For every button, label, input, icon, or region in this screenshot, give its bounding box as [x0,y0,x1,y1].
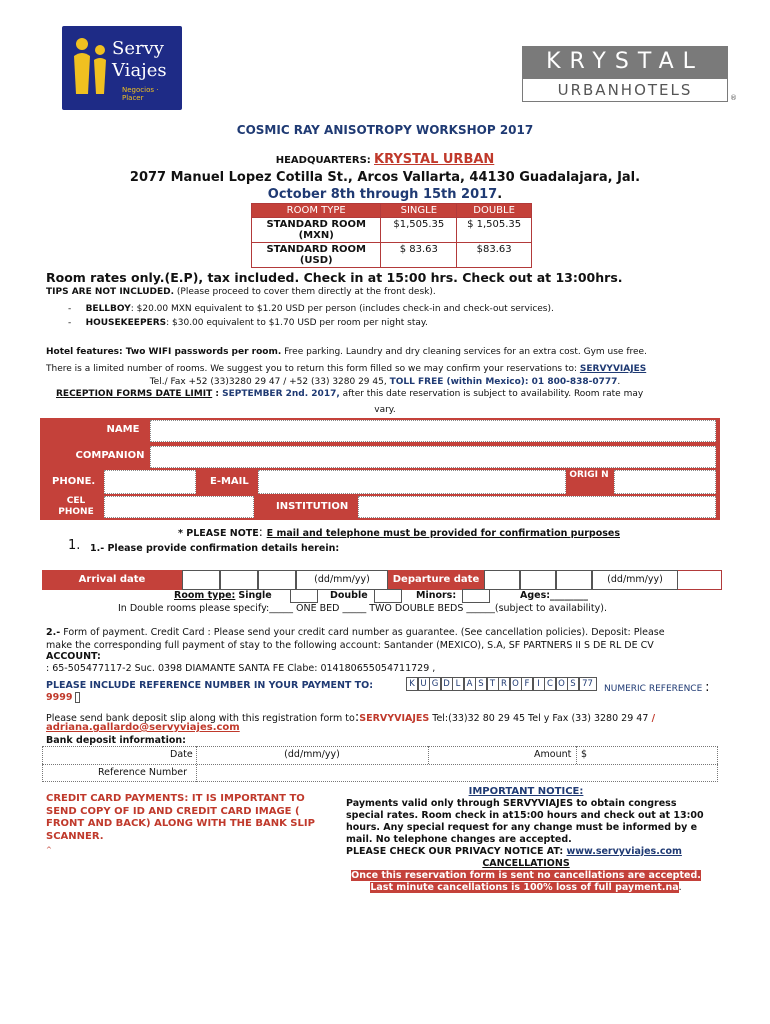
krystal-urban-logo [522,46,728,102]
privacy-line [346,846,706,858]
servy-logo-line1: Servy [112,38,164,59]
phone-label: PHONE. [52,476,102,490]
table-cell: STANDARD ROOM (MXN) [252,218,381,243]
account-number: : 65-505477117-2 Suc. 0398 DIAMANTE SANTA FE Clabe: 014180655054711729 [46,663,430,674]
servy-logo-line2: Viajes [112,60,167,81]
cancellations-block [346,870,706,894]
reference-letter-box: R [498,677,510,691]
housekeepers-label: HOUSEKEEPERS [85,318,167,328]
cancellations-text: Once this reservation form is sent no cancellations are accepted. Last minute cancellations is 100% loss of full payment.na [351,870,701,893]
room-type-line [174,590,272,601]
bank-table-divider [576,746,577,764]
companion-label: COMPANION [70,450,150,464]
reference-letter-box: K [406,677,418,691]
reference-letter-box: L [452,677,464,691]
table-row [252,243,532,268]
hq-name: KRYSTAL URBAN [374,152,495,167]
origin-label: ORIGI N [566,470,612,494]
headquarters-line [0,152,770,167]
phone-input[interactable] [104,470,196,494]
features-bold: Hotel features: Two WIFI passwords per room. [46,347,282,357]
reference-code-line [46,692,80,703]
note-text: E mail and telephone must be provided for confirmation purposes [266,528,620,539]
account-line [46,663,435,674]
arrival-day-input[interactable] [182,570,220,590]
deposit-slash: / [648,713,656,724]
servy-viajes-logo [62,26,182,110]
contact-line [0,377,770,387]
tips-bold: TIPS ARE NOT INCLUDED. [46,287,175,297]
departure-label: Departure date [388,570,484,590]
institution-input[interactable] [358,496,716,518]
event-dates-dot: . [497,187,503,202]
credit-card-caret: ^ [46,846,52,854]
room-type-label: Room type: [174,590,236,601]
bellboy-text: : $20.00 MXN equivalent to $1.20 USD per person (includes check-in and check-out services). [130,304,554,314]
table-header: DOUBLE [457,204,532,218]
cel-phone-label: CEL PHONE [50,496,102,518]
arrival-format: (dd/mm/yy) [296,570,388,590]
notice-title: IMPORTANT NOTICE: [468,786,584,797]
deposit-email-link[interactable]: adriana.gallardo@servyviajes.com [46,722,240,733]
date-limit-line [56,389,643,399]
reference-label: PLEASE INCLUDE REFERENCE NUMBER IN YOUR PAYMENT TO: [46,680,374,691]
name-input[interactable] [150,420,716,442]
servy-logo-tagline: Negocios · Placer [122,86,159,102]
features-rest: Free parking. Laundry and dry cleaning services for an extra cost. Gym use free. [281,347,647,357]
room-rates-line: Room rates only.(E.P), tax included. Check in at 15:00 hrs. Check out at 13:00hrs. [46,270,623,285]
section-2-number: 2.- [46,627,61,638]
email-label: E-MAIL [210,476,258,490]
date-limit-date: SEPTEMBER 2nd. 2017, [222,389,340,399]
section-1-label: 1.- Please provide confirmation details herein: [90,543,340,554]
reference-code-box[interactable] [75,692,80,703]
departure-year-input[interactable] [556,570,592,590]
table-cell: $83.63 [457,243,532,268]
single-checkbox[interactable] [290,589,318,603]
hq-label: HEADQUARTERS: [275,155,371,166]
reference-letter-box: S [475,677,487,691]
institution-label: INSTITUTION [276,501,356,515]
date-limit-colon: : [212,389,223,399]
cancellations-title: CANCELLATIONS [482,858,570,869]
deposit-date-input[interactable]: (dd/mm/yy) [284,749,340,760]
limited-rooms-line [46,364,646,374]
please-note-line [178,525,620,539]
reference-number-label: Reference Number [98,767,188,778]
single-label: Single [238,590,272,601]
table-header: SINGLE [381,204,457,218]
reference-code: 9999 [46,692,73,703]
deposit-agency: SERVYVIAJES [359,713,430,724]
reference-letter-box: I [533,677,545,691]
arrival-year-input[interactable] [258,570,296,590]
housekeepers-text: : $30.00 equivalent to $1.70 USD per room per night stay. [166,318,428,328]
cel-phone-input[interactable] [104,496,254,518]
bank-table-divider [196,746,197,782]
deposit-colon: : [354,710,360,725]
tips-line [46,287,436,297]
date-label: Date [170,749,193,760]
reference-letter-box: S [567,677,579,691]
amount-input[interactable] [592,747,716,763]
departure-day-input[interactable] [484,570,520,590]
minors-label: Minors: [416,590,457,601]
date-limit-rest: after this date reservation is subject to availability. Room rate may [339,389,644,399]
double-checkbox[interactable] [374,589,402,603]
privacy-text: PLEASE CHECK OUR PRIVACY NOTICE AT: [346,846,567,857]
cancellations-end: . [678,882,682,893]
reference-number-input[interactable] [198,765,716,781]
reference-letter-box: O [556,677,568,691]
note-star: * PLEASE NOTE [178,528,259,539]
reference-letter-box: T [487,677,499,691]
numeric-reference-label [604,680,710,695]
people-logo-icon [68,34,112,104]
arrival-label: Arrival date [42,570,182,590]
krystal-logo-bottom: URBANHOTELS [522,78,728,102]
payment-line-2: make the corresponding full payment of stay to the following account: Santander (MEXICO), S.A, SF PARTNERS II S DE RL DE CV [46,640,654,651]
room-rates-table [251,203,532,268]
vary-text: vary. [374,405,396,415]
arrival-month-input[interactable] [220,570,258,590]
krystal-logo-top: KRYSTAL [522,46,728,78]
event-dates-text: October 8th through 15th 2017 [267,187,498,202]
email-input[interactable] [258,470,566,494]
amount-label: Amount [534,749,572,760]
tips-rest: (Please proceed to cover them directly at the front desk). [174,287,436,297]
departure-format: (dd/mm/yy) [592,570,678,590]
important-notice [346,786,706,894]
reference-letter-box: A [464,677,476,691]
reference-letter-box: O [510,677,522,691]
name-label: NAME [100,424,146,438]
reference-letter-box: U [418,677,430,691]
event-dates [0,187,770,202]
deposit-text: Please send bank deposit slip along with this registration form to [46,713,355,724]
reference-letter-box: C [544,677,556,691]
bellboy-line: - BELLBOY: $20.00 MXN equivalent to $1.20 USD per person (includes check-in and check-out services). [68,304,554,314]
contact-dot: . [617,377,621,387]
date-limit-label: RECEPTION FORMS DATE LIMIT [56,389,213,399]
reference-letter-box: F [521,677,533,691]
bank-table-divider [428,746,429,764]
contact-tel: Tel./ Fax +52 (33)3280 29 47 / +52 (33) 3280 29 45, [149,377,387,387]
table-row [252,218,532,243]
double-bed-line: In Double rooms please specify:_____ ONE BED _____ TWO DOUBLE BEDS ______(subject to availability). [118,603,607,614]
table-cell: $ 1,505.35 [457,218,532,243]
table-header: ROOM TYPE [252,204,381,218]
agency-name: SERVYVIAJES [579,364,647,374]
section-1-number: 1. [68,538,81,553]
table-cell: $1,505.35 [381,218,457,243]
companion-input[interactable] [150,446,716,468]
table-cell: $ 83.63 [381,243,457,268]
amount-sign: $ [581,749,588,760]
numeric-reference-colon: : [705,680,710,695]
registered-mark: ® [730,94,737,102]
toll-free: TOLL FREE (within Mexico): 01 800-838-0777 [389,377,618,387]
account-label: ACCOUNT: [46,651,101,662]
reference-number-box: 77 [579,677,597,691]
reference-letter-box: G [429,677,441,691]
note-colon: : [258,525,267,539]
notice-body: Payments valid only through SERVYVIAJES to obtain congress special rates. Room check in at15:00 hours and check out at 13:00 hours. Any special request for any change must be informed by e mail. No telephone changes are accepted. [346,798,704,845]
credit-card-warning: CREDIT CARD PAYMENTS: IT IS IMPORTANT TO SEND COPY OF ID AND CREDIT CARD IMAGE ( FRONT AND BACK) ALONG WITH THE BANK SLIP SCANNER. [46,793,315,842]
hotel-features [46,347,647,357]
workshop-title: COSMIC RAY ANISOTROPY WORKSHOP 2017 [236,123,534,137]
account-end: , [429,663,436,674]
departure-month-input[interactable] [520,570,556,590]
numeric-reference-text: NUMERIC REFERENCE [604,684,703,694]
hotel-address: 2077 Manuel Lopez Cotilla St., Arcos Vallarta, 44130 Guadalajara, Jal. [129,170,641,185]
reference-letter-box: D [441,677,453,691]
ages-label: Ages:________ [520,590,589,601]
privacy-link[interactable]: www.servyviajes.com [566,846,682,857]
bellboy-label: BELLBOY [85,304,131,314]
bank-deposit-label: Bank deposit information: [46,735,186,746]
housekeepers-line: - HOUSEKEEPERS: $30.00 equivalent to $1.70 USD per room per night stay. [68,318,428,328]
table-cell: STANDARD ROOM (USD) [252,243,381,268]
double-label: Double [330,590,368,601]
deposit-tel: Tel:(33)32 80 29 45 Tel y Fax (33) 3280 29 47 [429,713,649,724]
limited-text: There is a limited number of rooms. We suggest you to return this form filled so we may confirm your reservations to: [46,364,578,374]
payment-text-1: Form of payment. Credit Card : Please send your credit card number as guarantee. (See cancellation policies). Deposit: Please [60,627,665,638]
origin-input[interactable] [614,470,716,494]
payment-line-1 [46,627,665,638]
minors-input[interactable] [462,589,490,603]
